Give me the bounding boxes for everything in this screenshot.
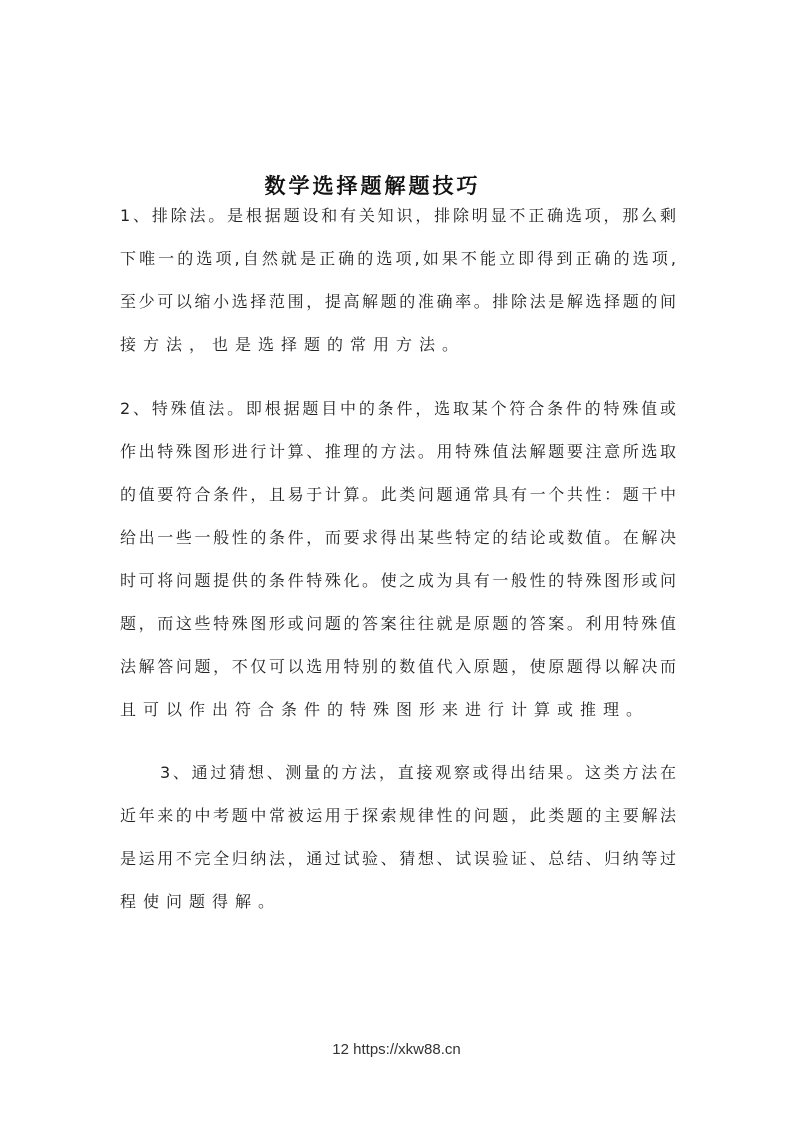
text-line: 法解答问题，不仅可以选用特别的数值代入原题，使原题得以解决而	[120, 657, 676, 676]
page-footer: 12 https://xkw88.cn	[332, 1041, 461, 1058]
text-line: 1、排除法。是根据题设和有关知识，排除明显不正确选项，那么剩	[120, 206, 676, 225]
text-line: 作出特殊图形进行计算、推理的方法。用特殊值法解题要注意所选取	[120, 442, 676, 461]
text-line: 程使问题得解。	[120, 892, 282, 911]
text-line: 2、特殊值法。即根据题目中的条件，选取某个符合条件的特殊值或	[120, 399, 676, 418]
text-line: 是运用不完全归纳法，通过试验、猜想、试误验证、总结、归纳等过	[120, 849, 676, 868]
text-line: 近年来的中考题中常被运用于探索规律性的问题，此类题的主要解法	[120, 806, 676, 825]
document-title: 数学选择题解题技巧	[264, 174, 481, 198]
text-line: 3、通过猜想、测量的方法，直接观察或得出结果。这类方法在	[160, 763, 676, 782]
text-line: 题，而这些特殊图形或问题的答案往往就是原题的答案。利用特殊值	[120, 614, 676, 633]
text-line: 至少可以缩小选择范围，提高解题的准确率。排除法是解选择题的间	[120, 292, 676, 311]
text-line: 时可将问题提供的条件特殊化。使之成为具有一般性的特殊图形或问	[120, 571, 676, 590]
text-line: 且可以作出符合条件的特殊图形来进行计算或推理。	[120, 700, 650, 719]
text-line: 下唯一的选项,自然就是正确的选项,如果不能立即得到正确的选项,	[120, 249, 676, 268]
text-line: 给出一些一般性的条件，而要求得出某些特定的结论或数值。在解决	[120, 528, 676, 547]
text-line: 的值要符合条件，且易于计算。此类问题通常具有一个共性：题干中	[120, 485, 676, 504]
text-line: 接方法，也是选择题的常用方法。	[120, 335, 466, 354]
